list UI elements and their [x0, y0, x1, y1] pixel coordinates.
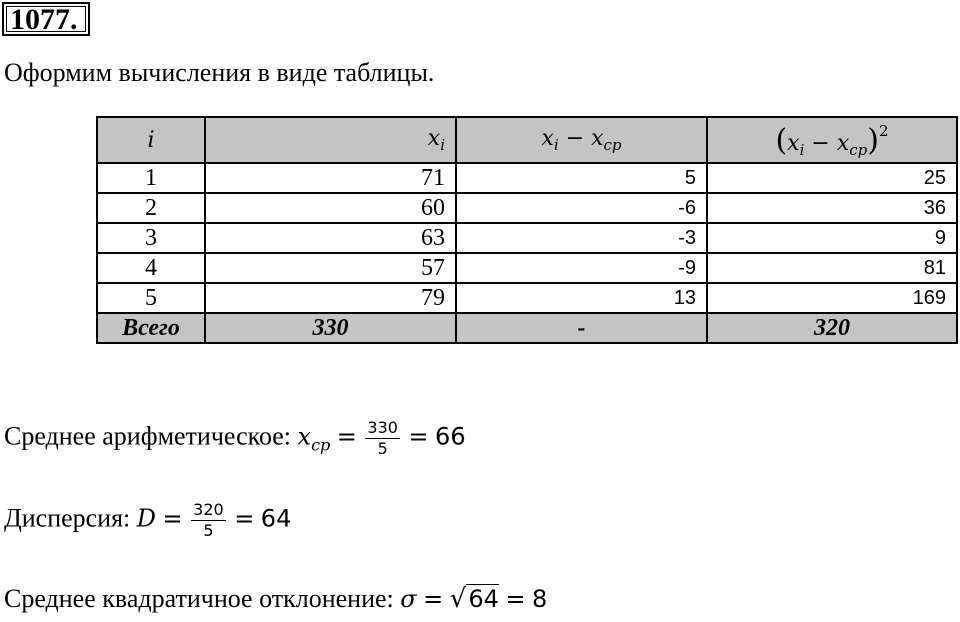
mean-denominator: 5 [377, 439, 388, 458]
cell-deviation-squared: 169 [707, 283, 957, 313]
variance-numerator: 320 [193, 500, 224, 519]
cell-i: 3 [97, 223, 205, 253]
variance-line: Дисперсия: D = $\frac{320}{5}$ = 64 [4, 500, 292, 540]
mean-sub: cp [311, 435, 331, 455]
table-row [97, 193, 957, 223]
table-header-row [97, 117, 957, 163]
variance-result: 64 [260, 504, 292, 533]
mean-line: Среднее арифметическое: $x_{cp}$ = $\frac{330}{5}$ = 66 [4, 418, 466, 458]
cell-deviation: -3 [456, 223, 707, 253]
cell-xi: 57 [205, 253, 456, 283]
cell-xi: 79 [205, 283, 456, 313]
variance-fraction [191, 500, 226, 541]
cell-i: 1 [97, 163, 205, 193]
table-row [97, 283, 957, 313]
variance-var: D [136, 504, 157, 533]
cell-xi: 71 [205, 163, 456, 193]
intro-text: Оформим вычисления в виде таблицы. [4, 58, 435, 87]
table-row [97, 253, 957, 283]
cell-i: 4 [97, 253, 205, 283]
cell-deviation: 5 [456, 163, 707, 193]
problem-number: 1077. [2, 2, 90, 36]
data-table [96, 116, 958, 344]
total-label: Всего [97, 313, 205, 343]
cell-deviation: 13 [456, 283, 707, 313]
mean-numerator: 330 [367, 418, 398, 437]
header-deviation: $x_i - x_{cp}$ [456, 117, 707, 163]
total-xi: 330 [205, 313, 456, 343]
cell-xi: 63 [205, 223, 456, 253]
cell-i: 2 [97, 193, 205, 223]
total-deviation-squared: 320 [707, 313, 957, 343]
std-line: Среднее квадратичное отклонение: σ = √64 = 8 [4, 584, 548, 614]
header-i: i [97, 117, 205, 163]
cell-deviation-squared: 9 [707, 223, 957, 253]
cell-deviation: -9 [456, 253, 707, 283]
header-xi: $x_i$ [205, 117, 456, 163]
cell-xi: 60 [205, 193, 456, 223]
table-row [97, 163, 957, 193]
table-total-row [97, 313, 957, 343]
mean-var: x [297, 422, 312, 451]
header-deviation-squared: $(x_i - x_{cp})^2$ [707, 117, 957, 163]
mean-fraction [365, 418, 400, 459]
table-row [97, 223, 957, 253]
mean-result: 66 [435, 422, 466, 451]
std-radicand: 64 [468, 585, 499, 613]
mean-label: Среднее арифметическое: [4, 421, 292, 451]
cell-deviation-squared: 81 [707, 253, 957, 283]
sqrt-symbol: √64 [449, 584, 499, 614]
cell-deviation-squared: 36 [707, 193, 957, 223]
std-result: 8 [532, 585, 548, 613]
cell-deviation-squared: 25 [707, 163, 957, 193]
variance-label: Дисперсия: [4, 503, 131, 533]
cell-i: 5 [97, 283, 205, 313]
std-label: Среднее квадратичное отклонение: [4, 584, 394, 613]
total-deviation: - [456, 313, 707, 343]
variance-denominator: 5 [203, 521, 214, 540]
std-var: σ [400, 585, 417, 613]
cell-deviation: -6 [456, 193, 707, 223]
